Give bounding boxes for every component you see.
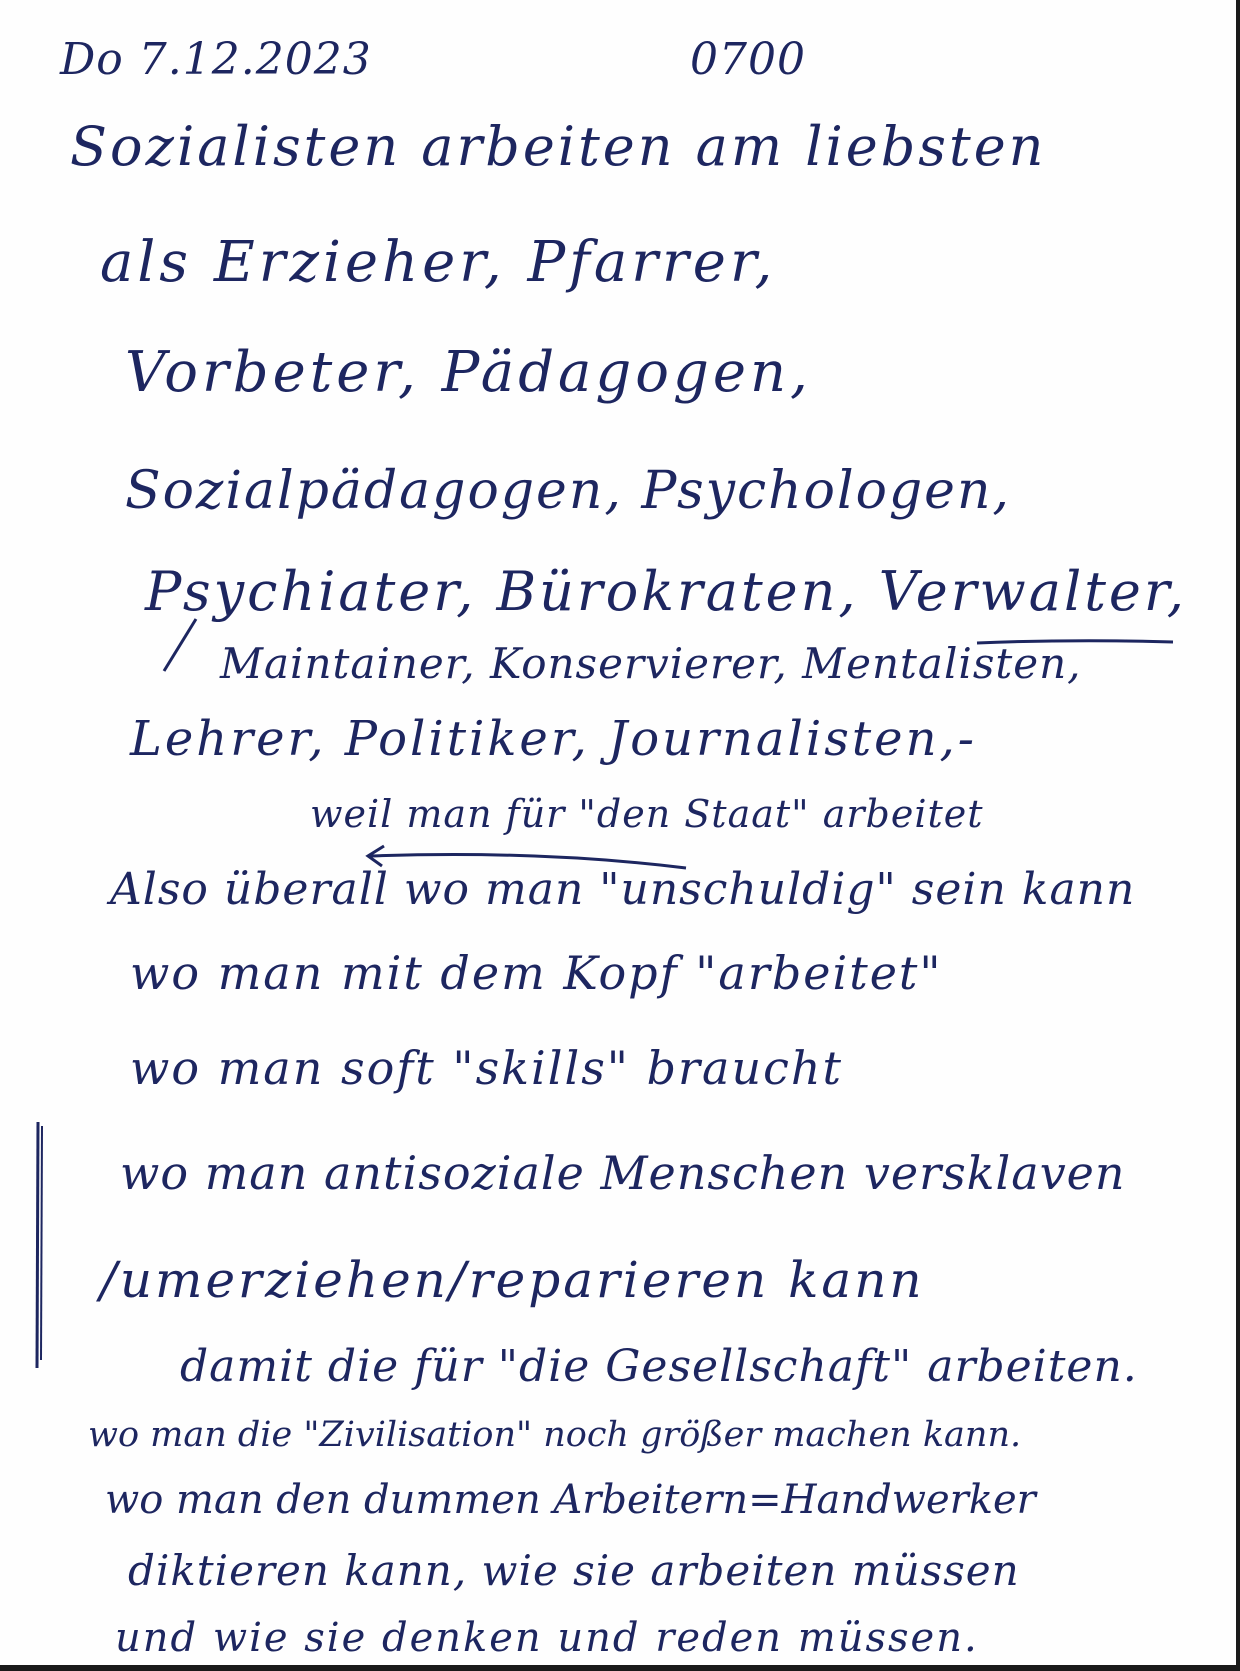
note-line: wo man die "Zivilisation" noch größer machen kann. [88, 1415, 1022, 1455]
slash-stroke [160, 615, 200, 675]
note-time: 0700 [690, 34, 806, 85]
scan-edge-right [1236, 0, 1240, 1671]
note-line: Also überall wo man "unschuldig" sein kann [110, 864, 1136, 915]
left-arrow-icon [360, 840, 690, 880]
note-line: weil man für "den Staat" arbeitet [310, 792, 984, 836]
note-line: wo man mit dem Kopf "arbeitet" [130, 946, 943, 1000]
scan-edge-bottom [0, 1665, 1240, 1671]
note-line: Maintainer, Konservierer, Mentalisten, [220, 639, 1082, 688]
note-line: und wie sie denken und reden müssen. [115, 1615, 979, 1661]
note-line: wo man den dummen Arbeitern=Handwerker [105, 1477, 1036, 1523]
note-line: als Erzieher, Pfarrer, [100, 230, 777, 295]
note-line: wo man antisoziale Menschen versklaven [120, 1146, 1126, 1200]
note-line: Lehrer, Politiker, Journalisten,- [130, 711, 977, 767]
margin-bracket-line [34, 1120, 46, 1370]
note-line: Vorbeter, Pädagogen, [125, 340, 812, 405]
note-line: /umerziehen/reparieren kann [100, 1251, 925, 1309]
note-line: Sozialisten arbeiten am liebsten [70, 115, 1047, 178]
note-date: Do 7.12.2023 [60, 34, 372, 85]
note-line: diktieren kann, wie sie arbeiten müssen [128, 1546, 1020, 1595]
note-line: Sozialpädagogen, Psychologen, [125, 461, 1011, 521]
note-line: Psychiater, Bürokraten, Verwalter, [145, 560, 1187, 623]
verwalter-underline [975, 637, 1175, 647]
note-line: wo man soft "skills" braucht [130, 1041, 843, 1095]
note-line: damit die für "die Gesellschaft" arbeiten. [180, 1341, 1138, 1392]
